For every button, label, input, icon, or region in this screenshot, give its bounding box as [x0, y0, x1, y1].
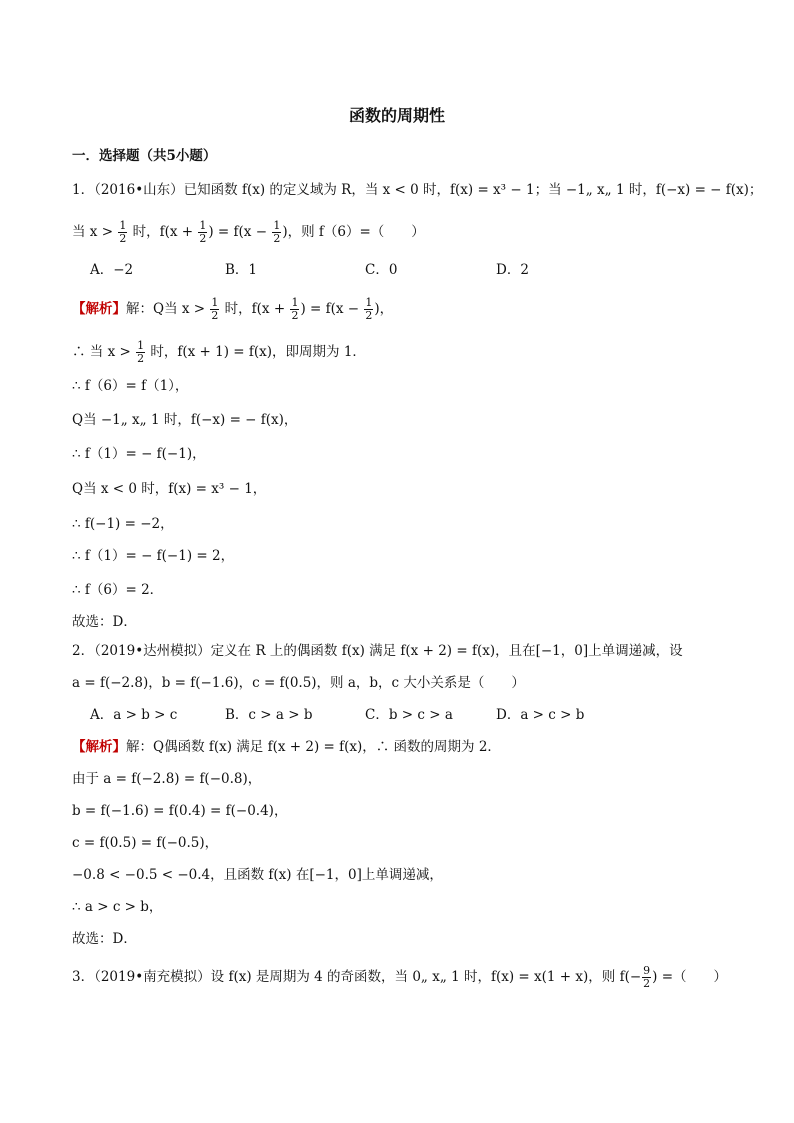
- q1-solution-line5: ∴ f（1）= − f(−1)，: [72, 446, 206, 462]
- fraction: $\frac{1}{2}$: [199, 219, 207, 245]
- jiexi-label: 【解析】: [72, 739, 126, 755]
- q2-solution-line5: −0.8 < −0.5 < −0.4，且函数 f(x) 在[−1，0]上单调递减，: [72, 867, 443, 883]
- q1-solution-line1: 【解析】解：Q当 x > $\frac{1}{2}$ 时，f(x + $\frac{1}{2}$ ) = f(x − $\frac{1}{2}$ )，: [72, 296, 394, 322]
- q3-stem-line1: 3．（2019•南充模拟）设 f(x) 是周期为 4 的奇函数，当 0„ x„ 1 时，f(x) = x(1 + x)，则 f(− $\frac{9}{2}$ ) =（ ）: [72, 964, 728, 990]
- fraction: $\frac{9}{2}$: [643, 964, 651, 990]
- fraction: $\frac{1}{2}$: [119, 219, 127, 245]
- section-heading: 一．选择题（共5小题）: [72, 148, 217, 164]
- q2-stem-line1: 2．（2019•达州模拟）定义在 R 上的偶函数 f(x) 满足 f(x + 2) = f(x)，且在[−1，0]上单调递减，设: [72, 643, 683, 659]
- fraction: $\frac{1}{2}$: [137, 339, 145, 365]
- q1-option-c: C．0: [365, 262, 398, 278]
- q2-solution-line2: 由于 a = f(−2.8) = f(−0.8)，: [72, 771, 262, 787]
- q1-answer: 故选：D．: [72, 614, 137, 630]
- q2-solution-line4: c = f(0.5) = f(−0.5)，: [72, 835, 219, 851]
- fraction: $\frac{1}{2}$: [273, 219, 281, 245]
- page-title: 函数的周期性: [348, 106, 445, 125]
- q2-solution-line3: b = f(−1.6) = f(0.4) = f(−0.4)，: [72, 803, 288, 819]
- q2-option-d: D．a > c > b: [496, 707, 585, 723]
- q1-stem-line1: 1．（2016•山东）已知函数 f(x) 的定义域为 R，当 x < 0 时，f(x) = x³ − 1；当 −1„ x„ 1 时，f(−x) = − f(x)；: [72, 182, 763, 198]
- q2-option-a: A．a > b > c: [90, 707, 178, 723]
- q2-solution-line6: ∴ a > c > b，: [72, 899, 163, 915]
- q1-solution-line9: ∴ f（6）= 2．: [72, 582, 164, 598]
- fraction: $\frac{1}{2}$: [365, 296, 373, 322]
- q1-solution-line8: ∴ f（1）= − f(−1) = 2，: [72, 548, 235, 564]
- q1-solution-line3: ∴ f（6）= f（1），: [72, 378, 189, 394]
- q2-solution-line1: 【解析】解：Q偶函数 f(x) 满足 f(x + 2) = f(x)，∴ 函数的周期为 2．: [72, 739, 501, 755]
- q1-solution-line2: ∴ 当 x > $\frac{1}{2}$ 时，f(x + 1) = f(x)，即周期为 1．: [72, 339, 366, 365]
- fraction: $\frac{1}{2}$: [291, 296, 299, 322]
- q1-option-d: D．2: [496, 262, 529, 278]
- fraction: $\frac{1}{2}$: [211, 296, 219, 322]
- q1-stem-line2: 当 x > $\frac{1}{2}$ 时，f(x + $\frac{1}{2}$ ) = f(x − $\frac{1}{2}$ )，则 f（6）=（ ）: [72, 219, 425, 245]
- q2-option-b: B．c > a > b: [225, 707, 313, 723]
- q1-solution-line4: Q当 −1„ x„ 1 时，f(−x) = − f(x)，: [72, 412, 298, 428]
- q1-solution-line7: ∴ f(−1) = −2，: [72, 516, 174, 532]
- q2-stem-line2: a = f(−2.8)，b = f(−1.6)，c = f(0.5)，则 a，b，c 大小关系是（ ）: [72, 675, 525, 691]
- q2-option-c: C．b > c > a: [365, 707, 453, 723]
- q2-answer: 故选：D．: [72, 931, 137, 947]
- q1-option-a: A．−2: [90, 262, 134, 278]
- q1-solution-line6: Q当 x < 0 时，f(x) = x³ − 1，: [72, 481, 267, 497]
- jiexi-label: 【解析】: [72, 301, 126, 317]
- q1-option-b: B．1: [225, 262, 258, 278]
